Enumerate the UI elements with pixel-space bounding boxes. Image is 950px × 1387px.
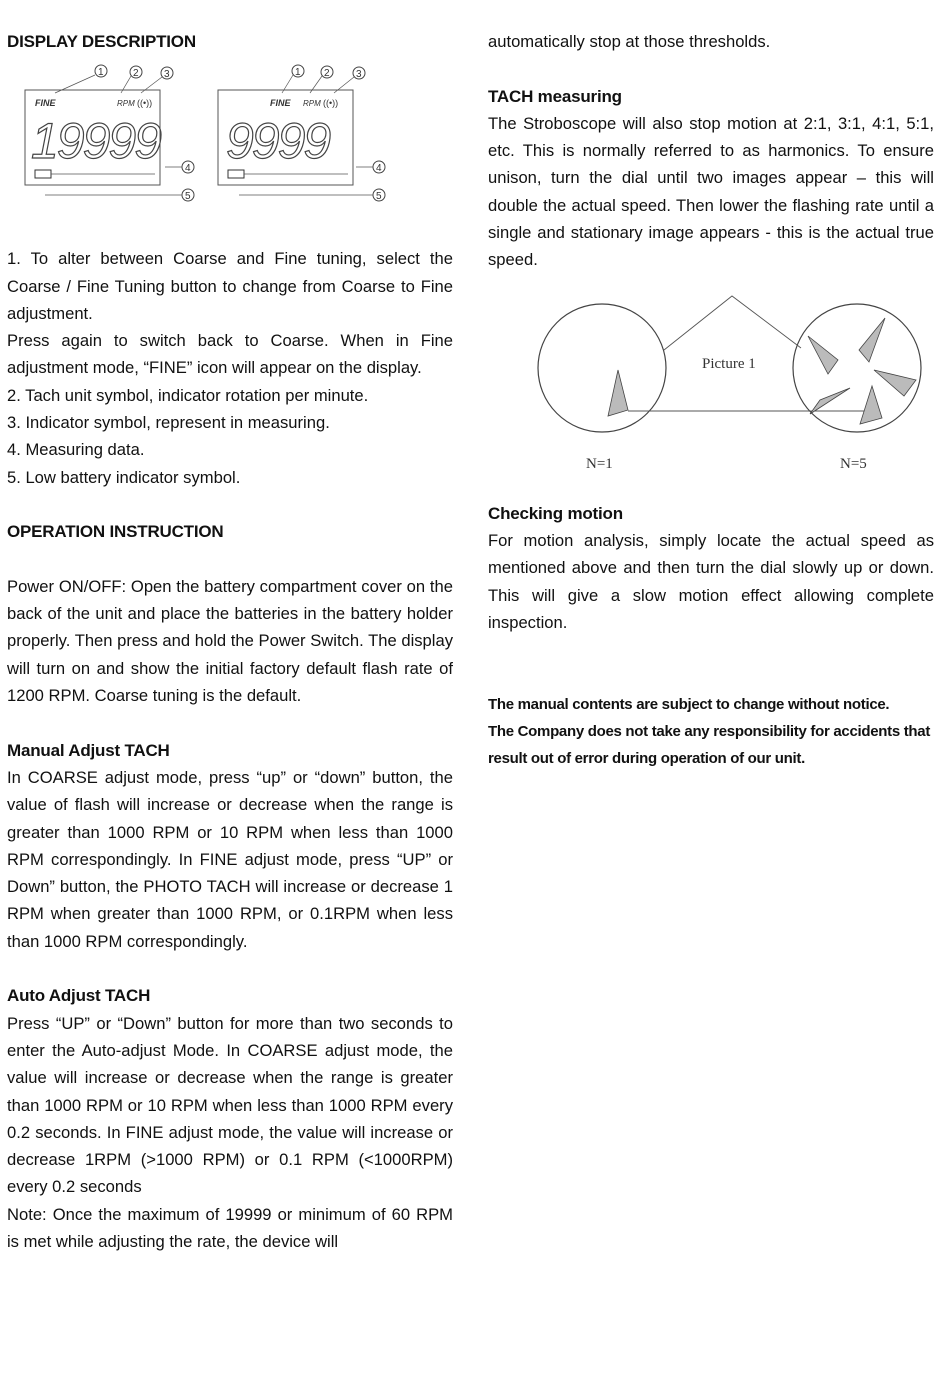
desc-item-4: 4. Measuring data.: [7, 440, 145, 460]
desc-item-5: 5. Low battery indicator symbol.: [7, 467, 241, 487]
fine-label: FINE: [35, 98, 56, 109]
battery-icon: [35, 170, 51, 178]
tach-measuring-paragraph: The Stroboscope will also stop motion at 2:1, 3:1, 4:1, 5:1, etc. This is normally referred to as harmonics. To ensure unison, turn the dial until two images appear – this will double the actual speed. Then lower the flashing rate until a single and stationary image appears - this is the actual true speed.: [488, 113, 934, 270]
blade-n5-5: [860, 386, 882, 424]
blade-n1: [608, 370, 628, 416]
lcd-panel-fine: [25, 90, 161, 185]
desc-item-1: 1. To alter between Coarse and Fine tuning, select the Coarse / Fine Tuning button to change from Coarse to Fine adjustment.: [7, 249, 453, 323]
svg-text:4: 4: [376, 163, 382, 175]
power-paragraph: Power ON/OFF: Open the battery compartment cover on the back of the unit and place the batteries in the battery holder properly. Then press and hold the Power Switch. The display will turn on and show the initial factory default flash rate of 1200 RPM. Coarse tuning is the default.: [7, 576, 453, 706]
svg-text:5: 5: [185, 191, 191, 203]
desc-item-1b: Press again to switch back to Coarse. When in Fine adjustment mode, “FINE” icon will appear on the display.: [7, 331, 453, 378]
svg-text:2: 2: [324, 68, 330, 80]
lcd-panel-coarse: [218, 90, 353, 185]
tach-measuring-heading: TACH measuring: [488, 86, 622, 106]
disc-n1: [538, 304, 666, 432]
left-column: [7, 28, 453, 1255]
fine-label-right: FINE: [270, 98, 291, 109]
svg-text:1: 1: [295, 67, 301, 79]
operation-heading: OPERATION INSTRUCTION: [7, 522, 224, 542]
note-paragraph: Note: Once the maximum of 19999 or minimum of 60 RPM is met while adjusting the rate, the device will: [7, 1204, 453, 1251]
disclaimer-line-1: The manual contents are subject to change without notice.: [488, 695, 890, 713]
right-column: [488, 28, 934, 773]
blade-n5-1: [859, 318, 885, 362]
blade-n5-2: [808, 336, 838, 374]
lcd-digits-right: 9999: [226, 113, 330, 170]
harmonics-diagram: [488, 288, 934, 488]
rpm-label-right: RPM: [303, 99, 321, 109]
auto-adjust-heading: Auto Adjust TACH: [7, 986, 151, 1006]
lcd-digits: 19999: [31, 113, 161, 170]
blade-n5-4: [810, 388, 850, 414]
checking-motion-paragraph: For motion analysis, simply locate the actual speed as mentioned above and then turn the dial slowly up or down. This will give a slow motion effect allowing complete inspection.: [488, 530, 934, 632]
svg-text:3: 3: [164, 69, 170, 81]
manual-adjust-heading: Manual Adjust TACH: [7, 740, 170, 760]
display-description-heading: DISPLAY DESCRIPTION: [7, 32, 196, 51]
auto-adjust-paragraph: Press “UP” or “Down” button for more than two seconds to enter the Auto-adjust Mode. In COARSE adjust mode, the value will increase or decrease when the range is greater than 1000 RPM or 10 RPM when less than 1000 RPM every 0.2 seconds. In FINE adjust mode, the value will increase or decrease 1RPM (>1000 RPM) or 0.1 RPM (<1000RPM) every 0.2 seconds: [7, 1013, 453, 1197]
n5-label: N=5: [840, 455, 867, 472]
display-diagram: [7, 55, 453, 215]
rpm-label: RPM: [117, 99, 135, 109]
continued-paragraph: automatically stop at those thresholds.: [488, 32, 771, 51]
picture-label: Picture 1: [702, 355, 756, 372]
checking-motion-heading: Checking motion: [488, 503, 623, 523]
svg-text:4: 4: [185, 163, 191, 175]
blade-n5-3: [874, 370, 916, 396]
connector-lines: [664, 296, 801, 350]
desc-item-3: 3. Indicator symbol, represent in measuring.: [7, 413, 330, 433]
svg-text:5: 5: [376, 191, 382, 203]
svg-text:2: 2: [133, 68, 139, 80]
n1-label: N=1: [586, 455, 613, 472]
svg-text:3: 3: [356, 69, 362, 81]
disclaimer-line-2: The Company does not take any responsibility for accidents that result out of error during operation of our unit.: [488, 723, 931, 768]
signal-icon: ((•)): [137, 98, 153, 109]
signal-icon-right: ((•)): [323, 98, 339, 109]
desc-item-2: 2. Tach unit symbol, indicator rotation per minute.: [7, 385, 369, 405]
svg-text:1: 1: [98, 67, 104, 79]
manual-adjust-paragraph: In COARSE adjust mode, press “up” or “down” button, the value of flash will increase or decrease when the range is greater than 1000 RPM or 10 RPM when less than 1000 RPM correspondingly. In FINE adjust mode, press “UP” or Down” button, the PHOTO TACH will increase or decrease 1 RPM when greater than 1000 RPM, or 0.1RPM when less than 1000 RPM correspondingly.: [7, 767, 453, 951]
battery-icon-right: [228, 170, 244, 178]
